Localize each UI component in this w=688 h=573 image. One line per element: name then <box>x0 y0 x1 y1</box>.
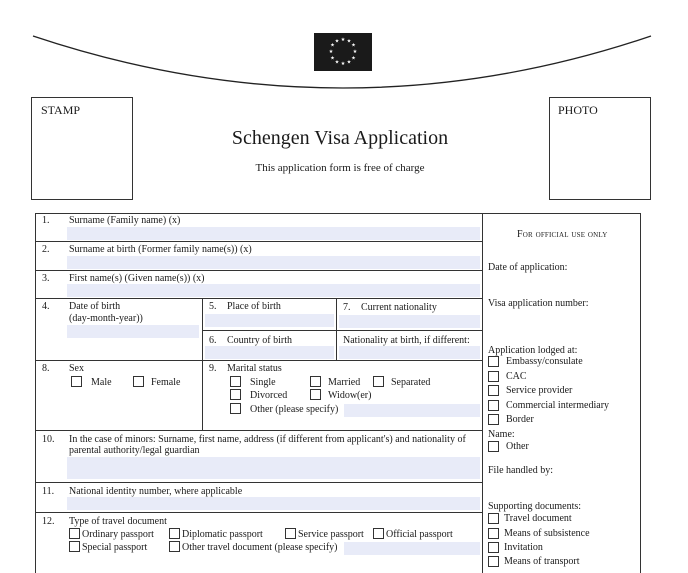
official-passport-checkbox[interactable] <box>373 528 384 539</box>
other-marital-label: Other (please specify) <box>250 404 339 415</box>
place-of-birth-field[interactable] <box>205 314 334 327</box>
page-subtitle: This application form is free of charge <box>255 162 425 174</box>
sex-label: Sex <box>69 363 84 374</box>
married-label: Married <box>328 377 361 388</box>
divorced-label: Divorced <box>250 390 288 401</box>
ordinary-passport-label: Ordinary passport <box>82 529 154 540</box>
invitation-checkbox[interactable] <box>488 542 499 553</box>
name-label: Name: <box>488 429 515 440</box>
service-passport-checkbox[interactable] <box>285 528 296 539</box>
row-divider <box>35 430 482 431</box>
border-label: Border <box>506 414 534 425</box>
field-number: 4. <box>42 301 50 312</box>
field-number: 5. <box>209 301 217 312</box>
page-title: Schengen Visa Application <box>231 127 449 149</box>
surname-field[interactable] <box>67 227 480 240</box>
supporting-docs-label: Supporting documents: <box>488 501 582 512</box>
other-travel-document-label: Other travel document (please specify) <box>182 542 338 553</box>
svg-text:★: ★ <box>352 49 358 55</box>
border-checkbox[interactable] <box>488 414 499 425</box>
marital-status-label: Marital status <box>227 363 282 374</box>
svg-text:★: ★ <box>330 42 335 49</box>
eu-flag-icon <box>314 33 372 71</box>
field-number: 12. <box>42 516 55 527</box>
cac-checkbox[interactable] <box>488 371 499 382</box>
col-divider <box>202 298 203 430</box>
means-of-transport-checkbox[interactable] <box>488 556 499 567</box>
widower-label: Widow(er) <box>328 390 372 401</box>
lodged-at-label: Application lodged at: <box>488 345 578 356</box>
row-divider <box>35 360 482 361</box>
svg-text:★: ★ <box>340 37 346 43</box>
single-label: Single <box>250 377 276 388</box>
svg-text:★: ★ <box>346 59 352 66</box>
date-of-application-label: Date of application: <box>488 262 568 273</box>
married-checkbox[interactable] <box>310 376 321 387</box>
nationality-at-birth-label: Nationality at birth, if different: <box>343 335 470 346</box>
national-id-field[interactable] <box>67 497 480 510</box>
separated-label: Separated <box>391 377 431 388</box>
svg-text:★: ★ <box>334 59 340 66</box>
date-of-birth-label: Date of birth <box>69 301 121 312</box>
surname-at-birth-label: Surname at birth (Former family name(s)) (x) <box>69 244 252 255</box>
country-of-birth-label: Country of birth <box>227 335 292 346</box>
widower-checkbox[interactable] <box>310 389 321 400</box>
current-nationality-label: Current nationality <box>361 302 437 313</box>
service-passport-label: Service passport <box>298 529 364 540</box>
official-passport-label: Official passport <box>386 529 453 540</box>
service-provider-label: Service provider <box>506 385 573 396</box>
minors-guardian-field[interactable] <box>67 457 480 479</box>
official-column-divider <box>482 213 483 573</box>
diplomatic-passport-checkbox[interactable] <box>169 528 180 539</box>
other-marital-field[interactable] <box>344 404 480 417</box>
stamp-label: STAMP <box>41 103 81 117</box>
single-checkbox[interactable] <box>230 376 241 387</box>
field-number: 6. <box>209 335 217 346</box>
row-divider <box>35 482 482 483</box>
means-of-subsistence-label: Means of subsistence <box>504 528 590 539</box>
surname-label: Surname (Family name) (x) <box>69 215 181 226</box>
means-of-subsistence-checkbox[interactable] <box>488 528 499 539</box>
embassy-checkbox[interactable] <box>488 356 499 367</box>
first-name-label: First name(s) (Given name(s)) (x) <box>69 273 205 284</box>
commercial-intermediary-label: Commercial intermediary <box>506 400 610 411</box>
other-lodged-checkbox[interactable] <box>488 441 499 452</box>
photo-label: PHOTO <box>558 103 598 117</box>
field-number: 9. <box>209 363 217 374</box>
field-number: 7. <box>343 302 351 313</box>
col-divider <box>336 298 337 360</box>
travel-document-checkbox[interactable] <box>488 513 499 524</box>
row-divider <box>202 330 482 331</box>
visa-number-label: Visa application number: <box>488 298 589 309</box>
first-name-field[interactable] <box>67 284 480 297</box>
diplomatic-passport-label: Diplomatic passport <box>182 529 263 540</box>
svg-text:★: ★ <box>330 55 335 62</box>
means-of-transport-label: Means of transport <box>504 556 580 567</box>
date-of-birth-format: (day-month-year)) <box>69 313 143 324</box>
female-checkbox[interactable] <box>133 376 144 387</box>
row-divider <box>35 512 482 513</box>
other-marital-checkbox[interactable] <box>230 403 241 414</box>
row-divider <box>35 298 482 299</box>
official-use-heading: For official use only <box>517 229 608 240</box>
row-divider <box>35 241 482 242</box>
place-of-birth-label: Place of birth <box>227 301 281 312</box>
embassy-label: Embassy/consulate <box>506 356 583 367</box>
cac-label: CAC <box>506 371 527 382</box>
field-number: 3. <box>42 273 50 284</box>
separated-checkbox[interactable] <box>373 376 384 387</box>
field-number: 10. <box>42 434 55 445</box>
svg-text:★: ★ <box>334 38 340 45</box>
special-passport-checkbox[interactable] <box>69 541 80 552</box>
minors-label-cont: parental authority/legal guardian <box>69 445 200 456</box>
surname-at-birth-field[interactable] <box>67 256 480 269</box>
other-travel-document-checkbox[interactable] <box>169 541 180 552</box>
ordinary-passport-checkbox[interactable] <box>69 528 80 539</box>
svg-text:★: ★ <box>328 49 334 55</box>
service-provider-checkbox[interactable] <box>488 385 499 396</box>
row-divider <box>35 270 482 271</box>
other-travel-document-field[interactable] <box>344 542 480 555</box>
svg-text:★: ★ <box>346 38 352 45</box>
travel-document-label: Type of travel document <box>69 516 167 527</box>
field-number: 2. <box>42 244 50 255</box>
male-checkbox[interactable] <box>71 376 82 387</box>
divorced-checkbox[interactable] <box>230 389 241 400</box>
minors-label: In the case of minors: Surname, first name, address (if different from applicant's) and nationality of <box>69 434 466 445</box>
date-of-birth-field[interactable] <box>67 325 199 338</box>
national-id-label: National identity number, where applicable <box>69 486 243 497</box>
country-of-birth-field[interactable] <box>205 346 334 359</box>
special-passport-label: Special passport <box>82 542 148 553</box>
svg-text:★: ★ <box>340 61 346 67</box>
field-number: 8. <box>42 363 50 374</box>
field-number: 1. <box>42 215 50 226</box>
nationality-at-birth-field[interactable] <box>339 346 480 359</box>
female-label: Female <box>151 377 181 388</box>
other-lodged-label: Other <box>506 441 529 452</box>
handled-by-label: File handled by: <box>488 465 553 476</box>
invitation-label: Invitation <box>504 542 543 553</box>
svg-text:★: ★ <box>351 55 356 62</box>
current-nationality-field[interactable] <box>339 315 480 328</box>
travel-document-doc-label: Travel document <box>504 513 572 524</box>
commercial-intermediary-checkbox[interactable] <box>488 400 499 411</box>
male-label: Male <box>91 377 112 388</box>
field-number: 11. <box>42 486 55 497</box>
svg-text:★: ★ <box>351 42 356 49</box>
